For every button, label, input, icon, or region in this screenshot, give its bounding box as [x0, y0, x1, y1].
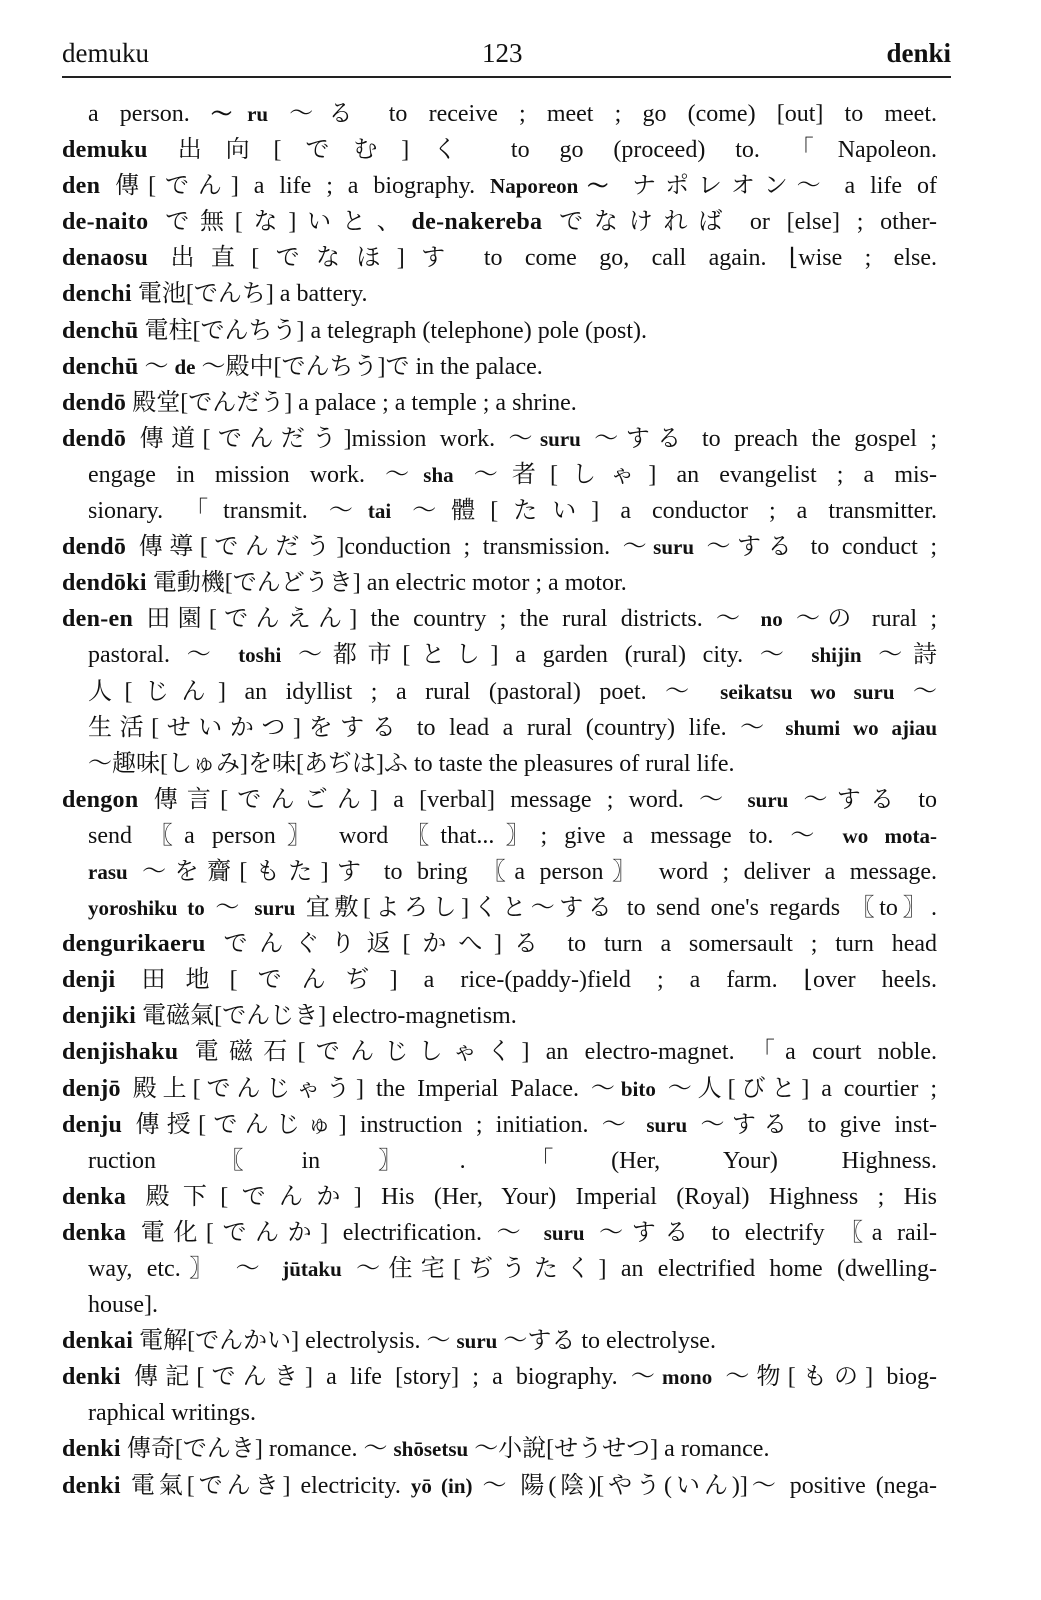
- romanized-phrase: sha: [423, 462, 454, 487]
- romanized-phrase: Naporeon～: [490, 174, 618, 199]
- entry-text: 宜敷[よろし]くと～する to send one's regards 〖to〗.: [295, 895, 937, 922]
- entry-line: [62, 1395, 937, 1431]
- entry-text: で無[な]いと、: [148, 209, 412, 236]
- entry-line: [62, 1179, 937, 1215]
- entry-text: 電氣[でんき] electricity.: [120, 1472, 411, 1499]
- romanized-phrase: shumi wo ajiau: [785, 715, 937, 740]
- entry-line: [62, 926, 937, 962]
- entry-line: [62, 1287, 937, 1323]
- entry-line: [62, 493, 937, 529]
- entry-line: [62, 1215, 937, 1251]
- entry-text: 傳授[でんじゅ] instruction ; initiation. ～: [122, 1111, 647, 1138]
- entry-text: raphical writings.: [88, 1400, 256, 1427]
- entry-text: ～: [894, 678, 937, 705]
- entry-line: [62, 962, 937, 998]
- romanized-phrase: ～ru: [210, 102, 269, 126]
- entry-text: ～人[びと] a courtier ;: [655, 1075, 937, 1102]
- entry-text: 電磁氣[でんじき] electro-magnetism.: [136, 1003, 517, 1030]
- entry-line: [62, 782, 937, 818]
- headword: denki: [62, 1436, 121, 1463]
- entry-text: sionary. 「transmit. ～: [88, 498, 368, 525]
- entry-text: house].: [88, 1292, 158, 1319]
- headword: denki: [62, 1364, 121, 1391]
- entry-line: [62, 421, 937, 457]
- headword: demuku: [62, 137, 148, 164]
- romanized-phrase: suru: [653, 535, 694, 560]
- romanized-phrase: shōsetsu: [393, 1437, 469, 1462]
- entry-line: [62, 746, 937, 782]
- header-right-guideword: denki: [886, 38, 951, 68]
- headword: denjiki: [62, 1003, 137, 1030]
- romanized-phrase: jūtaku: [282, 1257, 342, 1281]
- headword: de-naito: [62, 209, 149, 236]
- entry-text: でなければ or [else] ; other-: [542, 209, 937, 236]
- romanized-phrase: suru: [539, 426, 581, 451]
- page-header: [62, 36, 951, 78]
- headword: denchū: [62, 353, 139, 380]
- headword: dengon: [62, 786, 139, 813]
- headword: denchū: [62, 317, 139, 344]
- entry-text: ～都市[とし] a garden (rural) city. ～: [281, 642, 812, 669]
- entry-line: [62, 1468, 937, 1504]
- headword: denkai: [62, 1328, 134, 1355]
- entry-text: 電磁石[でんじしゃく] an electro-magnet. 「a court noble.: [178, 1039, 937, 1066]
- romanized-phrase: de: [174, 354, 196, 379]
- entry-text: send 〖a person〗 word 〖that...〗; give a message to. ～: [88, 822, 843, 849]
- headword: den: [62, 173, 101, 200]
- entry-line: [62, 637, 937, 673]
- entry-text: 電柱[でんちう] a telegraph (telephone) pole (post).: [138, 317, 648, 344]
- entry-text: ～する to: [788, 786, 937, 813]
- entry-line: [62, 565, 937, 601]
- romanized-phrase: rasu: [88, 859, 128, 884]
- entry-text: ～する to give inst-: [687, 1111, 937, 1138]
- headword: denaosu: [62, 245, 149, 272]
- entry-line: [62, 168, 937, 204]
- headword: denka: [62, 1219, 127, 1246]
- headword: denjishaku: [62, 1039, 179, 1066]
- entry-text: 傳奇[でんき] romance. ～: [120, 1436, 394, 1463]
- entry-text: 傳記[でんき] a life [story] ; a biography. ～: [120, 1364, 663, 1391]
- entry-line: [62, 1143, 937, 1179]
- entry-text: 電化[でんか] electrification. ～: [126, 1219, 544, 1246]
- romanized-phrase: toshi: [238, 643, 282, 668]
- entry-line: [62, 132, 937, 168]
- headword: dendō: [62, 425, 127, 452]
- headword: denki: [62, 1472, 121, 1499]
- entry-line: [62, 818, 937, 854]
- entry-text: ～する to conduct ;: [694, 534, 937, 561]
- headword: dendō: [62, 389, 127, 416]
- entry-text: a person.: [88, 101, 211, 127]
- entry-line: [62, 96, 937, 132]
- entry-text: 電動機[でんどうき] an electric motor ; a motor.: [146, 570, 627, 597]
- entry-text: ～する to electrify 〖a rail-: [584, 1219, 937, 1246]
- entry-line: [62, 1323, 937, 1359]
- romanized-phrase: shijin: [811, 643, 862, 668]
- romanized-phrase: mono: [662, 1365, 713, 1390]
- entry-text: 殿堂[でんだう] a palace ; a temple ; a shrine.: [126, 389, 577, 416]
- dictionary-entries: [62, 96, 937, 1504]
- entry-text: ～小說[せうせつ] a romance.: [468, 1436, 770, 1463]
- entry-text: ～する to electrolyse.: [497, 1328, 716, 1355]
- entry-line: [62, 1071, 937, 1107]
- headword: dendōki: [62, 570, 147, 597]
- entry-text: 出直[でなほ]す to come go, call again. ⌊wise ; else.: [148, 245, 937, 272]
- entry-line: [62, 854, 937, 890]
- entry-text: engage in mission work. ～: [88, 461, 424, 488]
- entry-line: [62, 276, 937, 312]
- entry-text: ～體[たい] a conductor ; a transmitter.: [391, 498, 937, 525]
- entry-text: 傳道[でんだう]mission work. ～: [126, 425, 540, 452]
- entry-text: 傳言[でんごん] a [verbal] message ; word. ～: [138, 786, 748, 813]
- headword: den-en: [62, 606, 134, 633]
- headword: de-nakereba: [411, 209, 543, 236]
- headword: denji: [62, 967, 116, 994]
- entry-text: ～: [204, 895, 255, 922]
- entry-text: way, etc.〗 ～: [88, 1256, 283, 1282]
- entry-text: 電池[でんち] a battery.: [131, 281, 368, 308]
- entry-text: ナポレオン～ a life of: [617, 173, 937, 200]
- entry-line: [62, 1107, 937, 1143]
- page-number: 123: [482, 38, 523, 68]
- romanized-phrase: no: [760, 607, 783, 632]
- entry-text: ～趣味[しゅみ]を味[あぢは]ふ to taste the pleasures of rural life.: [88, 750, 735, 777]
- romanized-phrase: suru: [543, 1220, 585, 1245]
- entry-text: 田園[でんえん] the country ; the rural districts. ～: [133, 606, 761, 633]
- romanized-phrase: seikatsu wo suru: [720, 679, 895, 704]
- entry-text: でんぐり返[かへ]る to turn a somersault ; turn head: [205, 931, 937, 958]
- headword: denchi: [62, 281, 132, 308]
- romanized-phrase: bito: [620, 1076, 656, 1101]
- entry-text: ～: [138, 353, 175, 380]
- entry-text: ～殿中[でんちう]で in the palace.: [195, 353, 543, 380]
- entry-line: [62, 1359, 937, 1395]
- entry-text: ruction 〖in〗. 「(Her, Your) Highness.: [88, 1147, 937, 1174]
- entry-line: [62, 710, 937, 746]
- romanized-phrase: suru: [646, 1112, 688, 1137]
- entry-text: 殿上[でんじゃう] the Imperial Palace. ～: [120, 1075, 621, 1102]
- entry-line: [62, 529, 937, 565]
- romanized-phrase: suru: [254, 896, 296, 921]
- entry-line: [62, 1431, 937, 1467]
- header-left-guideword: demuku: [62, 38, 149, 68]
- entry-line: [62, 890, 937, 926]
- headword: dengurikaeru: [62, 931, 206, 958]
- entry-text: ～住宅[ぢうたく] an electrified home (dwelling-: [341, 1256, 937, 1282]
- entry-text: ～を齎[もた]す to bring 〖a person〗 word ; deliver a message.: [127, 858, 937, 885]
- romanized-phrase: yō (in): [410, 1473, 473, 1498]
- romanized-phrase: yoroshiku to: [88, 896, 205, 921]
- entry-text: pastoral. ～: [88, 642, 239, 669]
- entry-text: ～物[もの] biog-: [712, 1364, 937, 1391]
- entry-line: [62, 457, 937, 493]
- entry-line: [62, 313, 937, 349]
- entry-line: [62, 349, 937, 385]
- entry-text: 人[じん] an idyllist ; a rural (pastoral) poet. ～: [88, 678, 721, 705]
- entry-text: 出向[でむ]く to go (proceed) to. 「Napoleon.: [147, 137, 937, 164]
- entry-text: ～の rural ;: [782, 606, 937, 633]
- entry-line: [62, 240, 937, 276]
- entry-text: 傳[でん] a life ; a biography.: [100, 173, 491, 200]
- romanized-phrase: suru: [747, 787, 789, 812]
- entry-text: 傳導[でんだう]conduction ; transmission. ～: [126, 534, 654, 561]
- romanized-phrase: tai: [367, 499, 392, 524]
- entry-text: ～ 陽(陰)[やう(いん)]～ positive (nega-: [472, 1472, 937, 1499]
- entry-line: [62, 385, 937, 421]
- entry-line: [62, 1034, 937, 1070]
- entry-line: [62, 674, 937, 710]
- entry-line: [62, 1251, 937, 1287]
- romanized-phrase: suru: [456, 1329, 498, 1354]
- entry-text: 生活[せいかつ]をする to lead a rural (country) life. ～: [88, 714, 786, 741]
- entry-text: ～る to receive ; meet ; go (come) [out] to meet.: [268, 101, 937, 127]
- entry-line: [62, 204, 937, 240]
- entry-text: 殿下[でんか] His (Her, Your) Imperial (Royal) Highness ; His: [126, 1183, 937, 1210]
- entry-text: ～詩: [861, 642, 937, 669]
- headword: dendō: [62, 534, 127, 561]
- romanized-phrase: wo mota-: [842, 823, 937, 848]
- headword: denjō: [62, 1075, 121, 1102]
- entry-text: 電解[でんかい] electrolysis. ～: [133, 1328, 457, 1355]
- entry-line: [62, 998, 937, 1034]
- headword: denka: [62, 1183, 127, 1210]
- entry-line: [62, 601, 937, 637]
- entry-text: 田地[でんぢ] a rice-(paddy-)field ; a farm. ⌊over heels.: [115, 967, 937, 994]
- entry-text: ～する to preach the gospel ;: [580, 425, 937, 452]
- entry-text: ～者[しゃ] an evangelist ; a mis-: [453, 461, 937, 488]
- headword: denju: [62, 1111, 123, 1138]
